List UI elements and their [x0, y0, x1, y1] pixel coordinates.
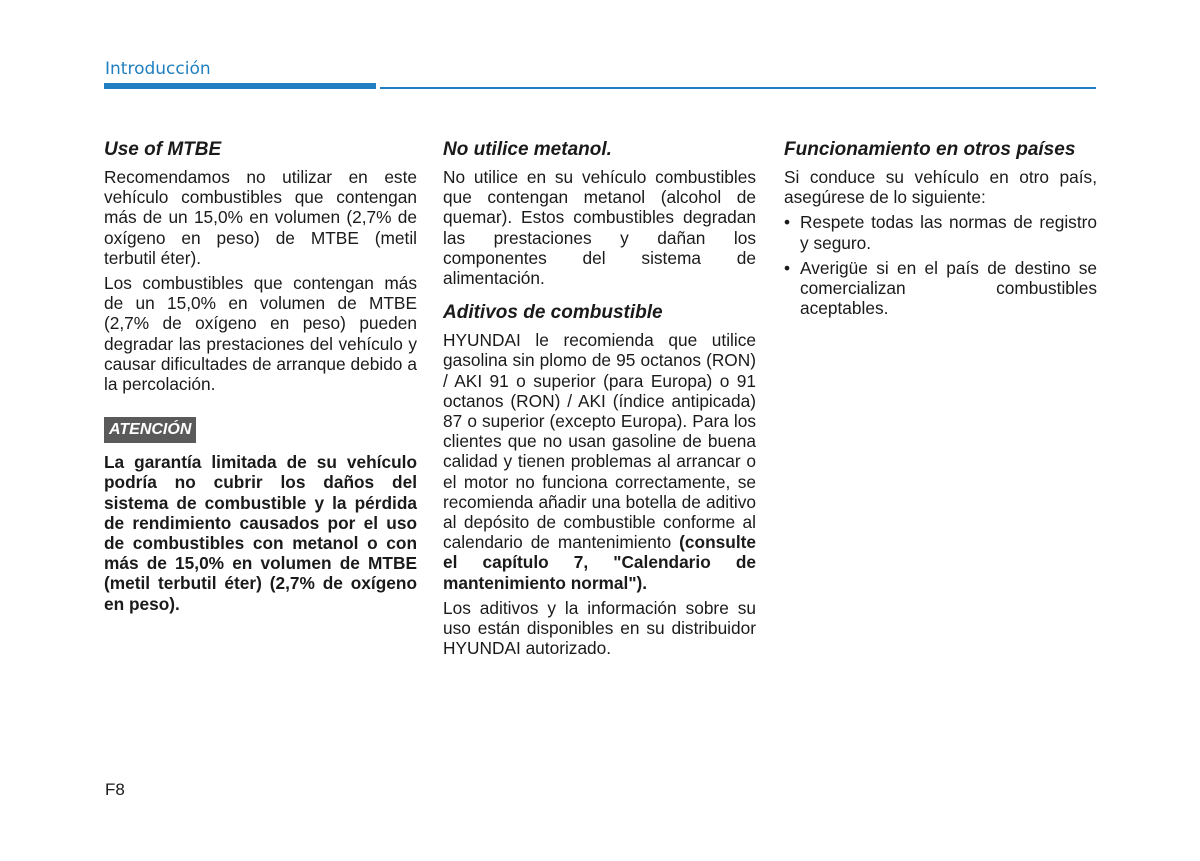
- warning-text: La garantía limitada de su vehículo podría no cubrir los daños del sistema de combustible y la pérdida de rendimiento causados por el uso de combustibles con metanol o con más de 15,0% en volumen de MTBE (metil terbutil éter) (2,7% de oxígeno en peso).: [104, 452, 417, 614]
- bullet-icon: •: [784, 257, 791, 278]
- paragraph-other-countries: Si conduce su vehículo en otro país, asegúrese de lo siguiente:: [784, 167, 1097, 208]
- bullet-icon: •: [784, 212, 791, 233]
- list-item: [784, 258, 1097, 319]
- paragraph-mtbe-recommendation: Recomendamos no utilizar en este vehículo combustibles que contengan más de un 15,0% en volumen (2,7% de oxígeno en peso) de MTBE (metil terbutil éter).: [104, 167, 417, 268]
- additives-reference: (consulte el capítulo 7, "Calendario de mantenimiento normal").: [443, 532, 756, 593]
- heading-other-countries: Funcionamiento en otros países: [784, 139, 1076, 160]
- column-other-countries: [784, 138, 1097, 323]
- heading-no-methanol: No utilice metanol.: [443, 139, 612, 160]
- paragraph-additives: [443, 330, 756, 593]
- paragraph-additives-availability: Los aditivos y la información sobre su uso están disponibles en su distribuidor HYUNDAI autorizado.: [443, 597, 756, 659]
- list-item: [784, 212, 1097, 252]
- additives-text: HYUNDAI le recomienda que utilice gasolina sin plomo de 95 octanos (RON) / AKI 91 o superior (para Europa) o 91 octanos (RON) / AKI (índice antipicada) 87 o superior (excepto Europa). Para los clientes que no usan gasoline de buena calidad y tienen problemas al arrancar o el motor no funciona correctamente, se recomienda añadir una botella de aditivo al depósito de combustible conforme al calendario de mantenimiento: [443, 330, 756, 553]
- header-rule-thick: [104, 83, 376, 89]
- checklist: [784, 212, 1097, 318]
- section-title: Introducción: [105, 59, 211, 79]
- list-item-text: Averigüe si en el país de destino se comercializan combustibles aceptables.: [800, 257, 1097, 319]
- heading-fuel-additives: Aditivos de combustible: [443, 302, 663, 324]
- paragraph-mtbe-effects: Los combustibles que contengan más de un 15,0% en volumen de MTBE (2,7% de oxígeno en peso) pueden degradar las prestaciones del vehículo y causar dificultades de arranque debido a la percolación.: [104, 273, 417, 395]
- attention-badge: ATENCIÓN: [104, 417, 196, 443]
- paragraph-methanol: No utilice en su vehículo combustibles que contengan metanol (alcohol de quemar). Estos combustibles degradan las prestaciones y dañan los componentes del sistema de alimentación.: [443, 167, 756, 289]
- heading-use-of-mtbe: Use of MTBE: [104, 139, 222, 160]
- list-item-text: Respete todas las normas de registro y seguro.: [800, 212, 1097, 253]
- column-mtbe: [104, 138, 417, 619]
- page-number: F8: [105, 780, 125, 799]
- column-methanol-additives: [443, 138, 756, 663]
- header-rule-thin: [380, 87, 1096, 89]
